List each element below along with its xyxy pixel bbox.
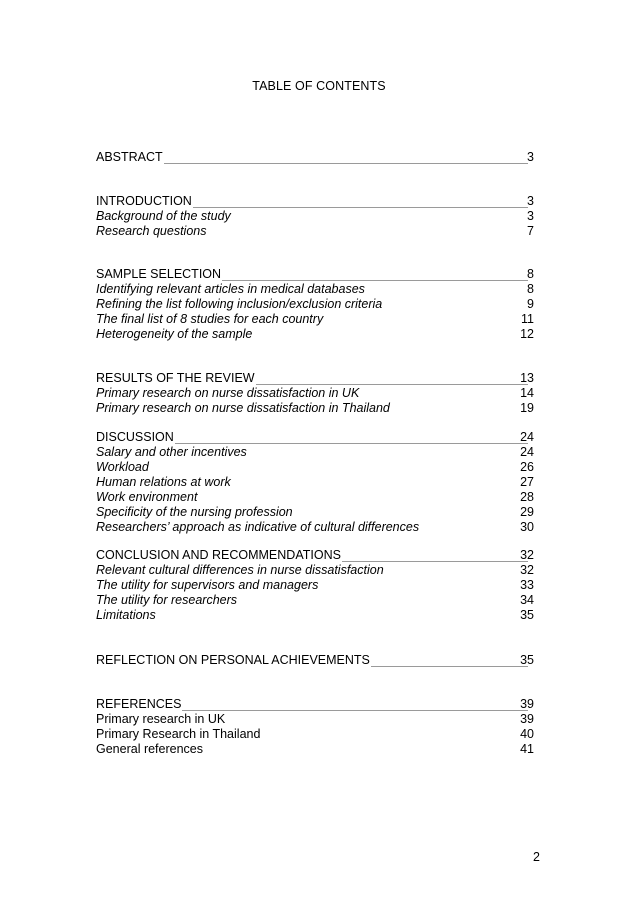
toc-entry-label: Primary research in UK [96,712,226,726]
toc-entry-label: Researchers’ approach as indicative of cultural differences [96,520,420,534]
toc-entry[interactable] [96,460,534,475]
toc-heading-page: 13 [520,371,534,385]
toc-entry-page: 34 [520,593,534,607]
toc-heading[interactable] [96,150,534,165]
toc-section-references [96,697,534,757]
toc-entry-page: 27 [520,475,534,489]
toc-heading-label: RESULTS OF THE REVIEW [96,371,255,385]
toc-entry[interactable] [96,282,534,297]
toc-entry[interactable] [96,490,534,505]
toc-entry[interactable] [96,297,534,312]
toc-heading-page: 3 [527,194,534,208]
toc-entry[interactable] [96,445,534,460]
toc-heading-label: DISCUSSION [96,430,174,444]
toc-entry[interactable] [96,386,534,401]
toc-entry-page: 33 [520,578,534,592]
toc-entry-page: 39 [520,712,534,726]
toc-entry-label: Human relations at work [96,475,231,489]
toc-entry[interactable] [96,327,534,342]
toc-heading-label: CONCLUSION AND RECOMMENDATIONS [96,548,341,562]
toc-heading-label: REFERENCES [96,697,182,711]
toc-entry-label: The utility for supervisors and managers [96,578,319,592]
toc-section-abstract [96,150,534,165]
toc-entry[interactable] [96,563,534,578]
toc-entry[interactable] [96,520,534,535]
toc-entry[interactable] [96,608,534,623]
toc-section-introduction [96,194,534,239]
toc-entry-label: Specificity of the nursing profession [96,505,293,519]
toc-entry-page: 35 [520,608,534,622]
toc-entry-label: General references [96,742,204,756]
toc-entry-label: Primary Research in Thailand [96,727,261,741]
toc-entry[interactable] [96,593,534,608]
toc-heading[interactable] [96,697,534,712]
toc-heading-label: SAMPLE SELECTION [96,267,222,281]
toc-section-discussion [96,430,534,535]
toc-entry-label: Salary and other incentives [96,445,247,459]
toc-entry[interactable] [96,727,534,742]
toc-entry-page: 26 [520,460,534,474]
toc-entry[interactable] [96,475,534,490]
toc-heading-page: 39 [520,697,534,711]
toc-entry-label: Limitations [96,608,156,622]
toc-section-reflection [96,653,534,668]
toc-entry-label: Primary research on nurse dissatisfaction in UK [96,386,360,400]
toc-entry-label: The final list of 8 studies for each country [96,312,324,326]
toc-entry-label: Work environment [96,490,198,504]
toc-section-results [96,371,534,416]
toc-entry-page: 28 [520,490,534,504]
toc-entry-page: 8 [527,282,534,296]
toc-entry-page: 19 [520,401,534,415]
toc-entry[interactable] [96,712,534,727]
toc-entry-label: Refining the list following inclusion/exclusion criteria [96,297,383,311]
toc-entry-page: 9 [527,297,534,311]
toc-entry-page: 32 [520,563,534,577]
toc-heading-label: REFLECTION ON PERSONAL ACHIEVEMENTS [96,653,370,667]
toc-entry-page: 40 [520,727,534,741]
toc-heading[interactable] [96,267,534,282]
toc-heading-label: ABSTRACT [96,150,163,164]
toc-entry-label: Research questions [96,224,207,238]
toc-entry-label: Primary research on nurse dissatisfaction in Thailand [96,401,390,415]
page-number: 2 [533,850,540,864]
toc-entry[interactable] [96,312,534,327]
toc-section-conclusion [96,548,534,623]
toc-heading[interactable] [96,194,534,209]
toc-heading[interactable] [96,371,534,386]
toc-entry-label: Background of the study [96,209,231,223]
toc-entry[interactable] [96,505,534,520]
toc-entry-label: Relevant cultural differences in nurse dissatisfaction [96,563,384,577]
toc-entry[interactable] [96,209,534,224]
page-title: TABLE OF CONTENTS [252,79,386,93]
toc-entry-page: 14 [520,386,534,400]
toc-entry[interactable] [96,401,534,416]
toc-heading-page: 8 [527,267,534,281]
toc-entry-label: The utility for researchers [96,593,238,607]
toc-heading[interactable] [96,548,534,563]
toc-section-sample-selection [96,267,534,342]
toc-entry-page: 7 [527,224,534,238]
toc-heading[interactable] [96,653,534,668]
toc-heading[interactable] [96,430,534,445]
toc-entry-page: 30 [520,520,534,534]
toc-entry-page: 11 [521,312,534,326]
toc-entry-page: 24 [520,445,534,459]
toc-entry-page: 29 [520,505,534,519]
toc-entry-page: 3 [527,209,534,223]
toc-entry-label: Heterogeneity of the sample [96,327,253,341]
toc-heading-page: 3 [527,150,534,164]
toc-entry-label: Identifying relevant articles in medical databases [96,282,365,296]
toc-heading-page: 35 [520,653,534,667]
toc-entry-page: 41 [520,742,534,756]
toc-entry-label: Workload [96,460,149,474]
toc-entry[interactable] [96,742,534,757]
toc-entry-page: 12 [520,327,534,341]
toc-heading-page: 32 [520,548,534,562]
toc-entry[interactable] [96,578,534,593]
toc-heading-page: 24 [520,430,534,444]
toc-entry[interactable] [96,224,534,239]
toc-heading-label: INTRODUCTION [96,194,192,208]
